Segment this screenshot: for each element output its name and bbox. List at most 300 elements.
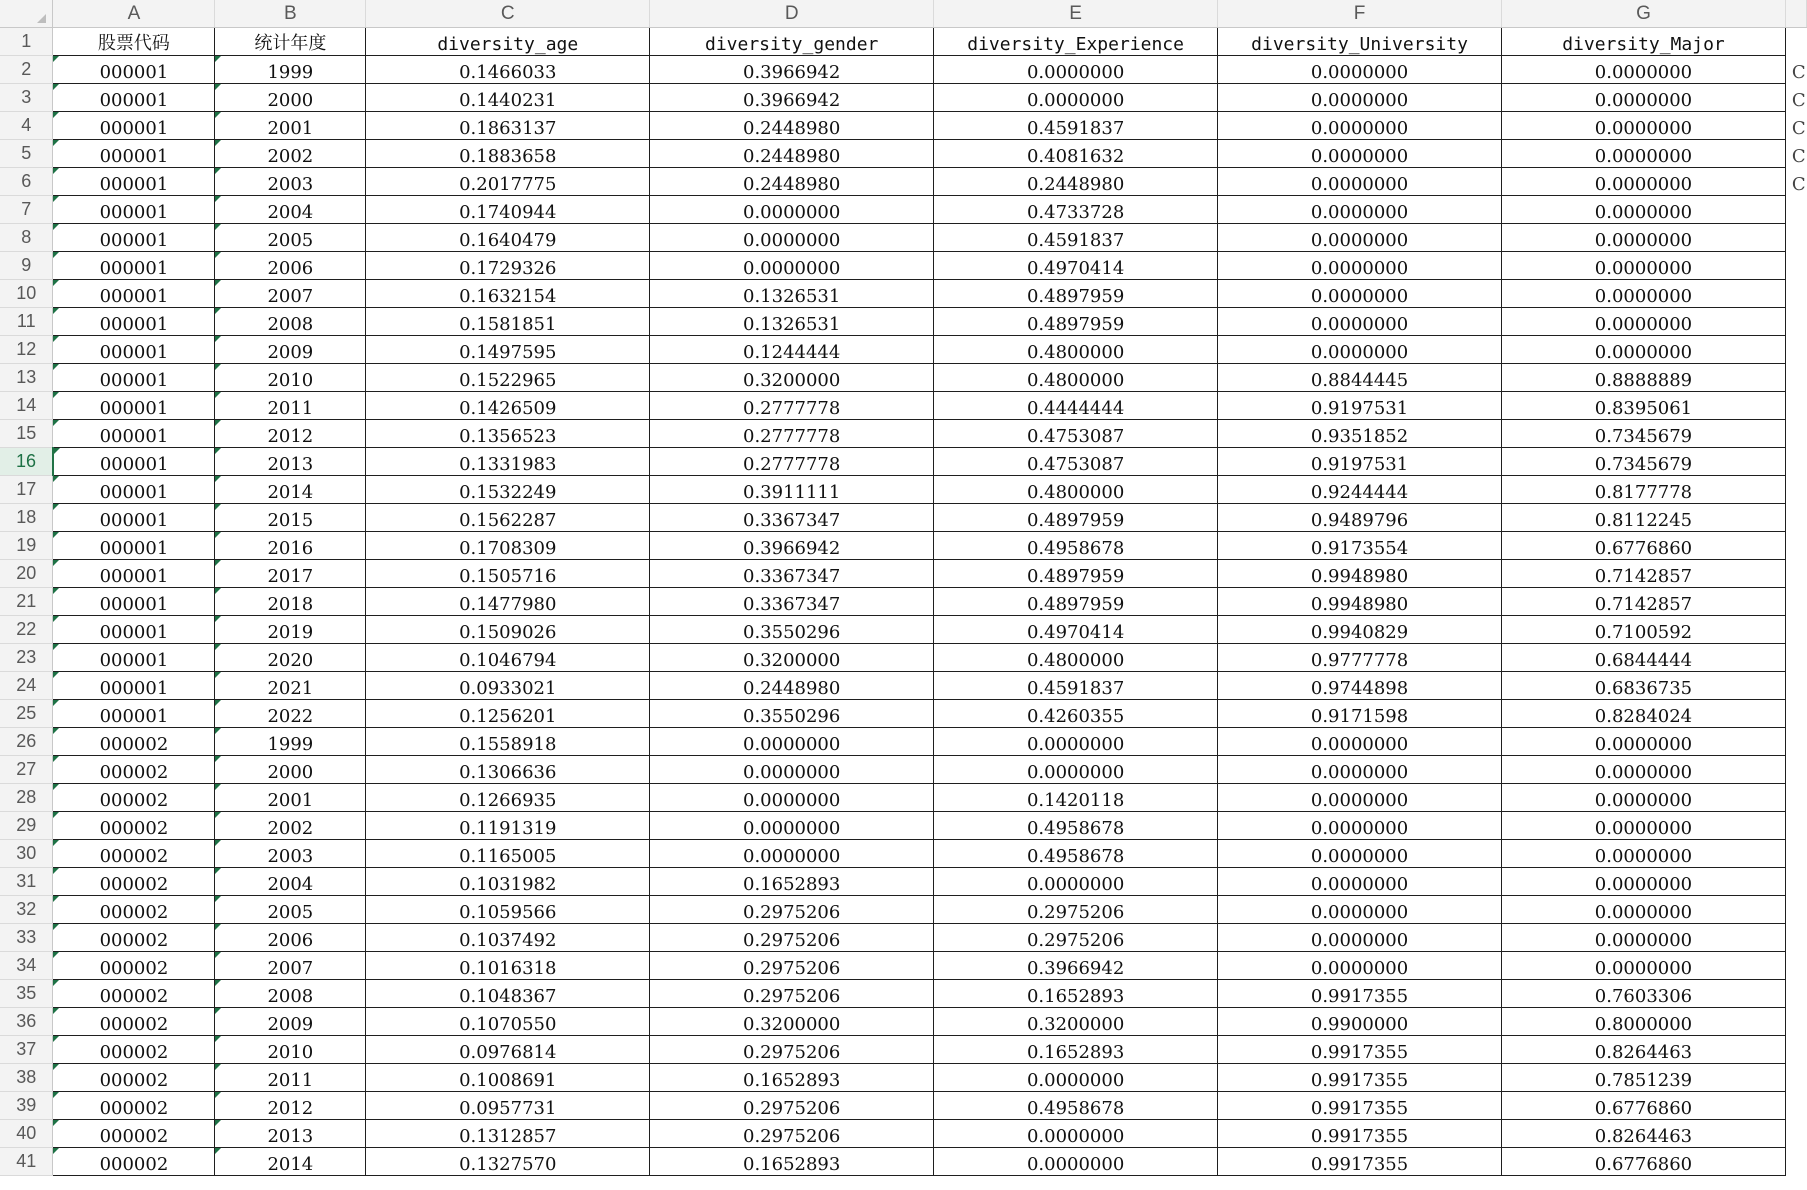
cell-year[interactable]: 2004 <box>215 196 366 224</box>
cell-stock-code[interactable]: 000001 <box>53 644 215 672</box>
cell-diversity-age[interactable]: 0.1708309 <box>366 532 650 560</box>
cell-diversity-gender[interactable]: 0.1652893 <box>650 1148 934 1176</box>
cell-diversity-gender[interactable]: 0.0000000 <box>650 224 934 252</box>
overflow-cell[interactable]: C <box>1785 168 1806 196</box>
cell-diversity-gender[interactable]: 0.3966942 <box>650 56 934 84</box>
cell-diversity-experience[interactable]: 0.4897959 <box>934 308 1218 336</box>
row-header[interactable]: 18 <box>0 504 53 532</box>
cell-diversity-major[interactable]: 0.0000000 <box>1502 840 1786 868</box>
overflow-cell[interactable] <box>1785 560 1806 588</box>
cell-stock-code[interactable]: 000001 <box>53 700 215 728</box>
cell-year[interactable]: 2006 <box>215 924 366 952</box>
cell-diversity-experience[interactable]: 0.4591837 <box>934 224 1218 252</box>
header-cell-diversity-major[interactable]: diversity_Major <box>1502 28 1786 56</box>
cell-diversity-university[interactable]: 0.0000000 <box>1218 84 1502 112</box>
overflow-cell[interactable] <box>1785 700 1806 728</box>
cell-diversity-experience[interactable]: 0.4897959 <box>934 280 1218 308</box>
cell-stock-code[interactable]: 000002 <box>53 756 215 784</box>
cell-diversity-university[interactable]: 0.0000000 <box>1218 784 1502 812</box>
cell-diversity-gender[interactable]: 0.3966942 <box>650 84 934 112</box>
cell-diversity-major[interactable]: 0.6776860 <box>1502 532 1786 560</box>
cell-diversity-age[interactable]: 0.0957731 <box>366 1092 650 1120</box>
cell-diversity-experience[interactable]: 0.0000000 <box>934 1064 1218 1092</box>
cell-stock-code[interactable]: 000002 <box>53 1064 215 1092</box>
cell-diversity-gender[interactable]: 0.0000000 <box>650 840 934 868</box>
cell-diversity-major[interactable]: 0.0000000 <box>1502 784 1786 812</box>
cell-stock-code[interactable]: 000001 <box>53 168 215 196</box>
row-header[interactable]: 14 <box>0 392 53 420</box>
row-header[interactable]: 13 <box>0 364 53 392</box>
cell-diversity-gender[interactable]: 0.2975206 <box>650 980 934 1008</box>
cell-diversity-university[interactable]: 0.9171598 <box>1218 700 1502 728</box>
cell-year[interactable]: 2020 <box>215 644 366 672</box>
overflow-cell[interactable] <box>1785 924 1806 952</box>
header-cell-year[interactable]: 统计年度 <box>215 28 366 56</box>
cell-diversity-age[interactable]: 0.1016318 <box>366 952 650 980</box>
cell-diversity-age[interactable]: 0.1008691 <box>366 1064 650 1092</box>
overflow-cell[interactable]: C <box>1785 140 1806 168</box>
cell-stock-code[interactable]: 000001 <box>53 532 215 560</box>
cell-diversity-university[interactable]: 0.9777778 <box>1218 644 1502 672</box>
cell-diversity-university[interactable]: 0.9917355 <box>1218 980 1502 1008</box>
header-cell-diversity-university[interactable]: diversity_University <box>1218 28 1502 56</box>
overflow-cell[interactable] <box>1785 784 1806 812</box>
cell-diversity-university[interactable]: 0.9948980 <box>1218 560 1502 588</box>
cell-year[interactable]: 2002 <box>215 140 366 168</box>
cell-diversity-experience[interactable]: 0.4958678 <box>934 812 1218 840</box>
cell-diversity-university[interactable]: 0.0000000 <box>1218 868 1502 896</box>
cell-diversity-university[interactable]: 0.9244444 <box>1218 476 1502 504</box>
cell-diversity-experience[interactable]: 0.4753087 <box>934 448 1218 476</box>
cell-stock-code[interactable]: 000002 <box>53 1008 215 1036</box>
cell-diversity-gender[interactable]: 0.1652893 <box>650 868 934 896</box>
row-header[interactable]: 37 <box>0 1036 53 1064</box>
row-header[interactable]: 36 <box>0 1008 53 1036</box>
cell-year[interactable]: 2009 <box>215 336 366 364</box>
cell-diversity-experience[interactable]: 0.4800000 <box>934 644 1218 672</box>
cell-diversity-university[interactable]: 0.9197531 <box>1218 392 1502 420</box>
cell-diversity-major[interactable]: 0.0000000 <box>1502 84 1786 112</box>
cell-diversity-university[interactable]: 0.0000000 <box>1218 952 1502 980</box>
row-header[interactable]: 31 <box>0 868 53 896</box>
cell-diversity-experience[interactable]: 0.4970414 <box>934 252 1218 280</box>
row-header[interactable]: 38 <box>0 1064 53 1092</box>
cell-year[interactable]: 1999 <box>215 728 366 756</box>
row-header[interactable]: 24 <box>0 672 53 700</box>
cell-diversity-age[interactable]: 0.1522965 <box>366 364 650 392</box>
overflow-cell[interactable] <box>1785 336 1806 364</box>
column-header-h-partial[interactable] <box>1785 0 1806 28</box>
overflow-cell[interactable] <box>1785 896 1806 924</box>
cell-diversity-major[interactable]: 0.8264463 <box>1502 1036 1786 1064</box>
cell-stock-code[interactable]: 000002 <box>53 952 215 980</box>
cell-diversity-university[interactable]: 0.9917355 <box>1218 1092 1502 1120</box>
cell-diversity-university[interactable]: 0.0000000 <box>1218 280 1502 308</box>
overflow-cell[interactable] <box>1785 952 1806 980</box>
cell-diversity-age[interactable]: 0.1477980 <box>366 588 650 616</box>
cell-diversity-university[interactable]: 0.0000000 <box>1218 112 1502 140</box>
cell-diversity-experience[interactable]: 0.3200000 <box>934 1008 1218 1036</box>
cell-stock-code[interactable]: 000002 <box>53 1092 215 1120</box>
cell-diversity-experience[interactable]: 0.0000000 <box>934 1120 1218 1148</box>
column-header-g[interactable]: G <box>1502 0 1786 28</box>
cell-diversity-university[interactable]: 0.9173554 <box>1218 532 1502 560</box>
overflow-cell[interactable] <box>1785 364 1806 392</box>
row-header[interactable]: 3 <box>0 84 53 112</box>
row-header[interactable]: 7 <box>0 196 53 224</box>
row-header[interactable]: 12 <box>0 336 53 364</box>
cell-diversity-major[interactable]: 0.6844444 <box>1502 644 1786 672</box>
cell-diversity-gender[interactable]: 0.3966942 <box>650 532 934 560</box>
cell-diversity-university[interactable]: 0.9917355 <box>1218 1036 1502 1064</box>
cell-diversity-university[interactable]: 0.0000000 <box>1218 252 1502 280</box>
cell-year[interactable]: 2002 <box>215 812 366 840</box>
cell-diversity-age[interactable]: 0.1558918 <box>366 728 650 756</box>
cell-stock-code[interactable]: 000002 <box>53 784 215 812</box>
cell-diversity-gender[interactable]: 0.2777778 <box>650 420 934 448</box>
cell-diversity-experience[interactable]: 0.4591837 <box>934 672 1218 700</box>
cell-diversity-age[interactable]: 0.1165005 <box>366 840 650 868</box>
row-header[interactable]: 10 <box>0 280 53 308</box>
cell-stock-code[interactable]: 000001 <box>53 56 215 84</box>
cell-diversity-major[interactable]: 0.6776860 <box>1502 1148 1786 1176</box>
cell-year[interactable]: 2019 <box>215 616 366 644</box>
cell-diversity-age[interactable]: 0.1070550 <box>366 1008 650 1036</box>
cell-diversity-age[interactable]: 0.1581851 <box>366 308 650 336</box>
cell-year[interactable]: 2011 <box>215 1064 366 1092</box>
overflow-cell[interactable] <box>1785 840 1806 868</box>
cell-year[interactable]: 2007 <box>215 952 366 980</box>
row-header[interactable]: 39 <box>0 1092 53 1120</box>
cell-diversity-gender[interactable]: 0.1244444 <box>650 336 934 364</box>
cell-year[interactable]: 2009 <box>215 1008 366 1036</box>
cell-diversity-experience[interactable]: 0.0000000 <box>934 728 1218 756</box>
cell-stock-code[interactable]: 000001 <box>53 336 215 364</box>
overflow-cell[interactable] <box>1785 392 1806 420</box>
cell-diversity-major[interactable]: 0.0000000 <box>1502 952 1786 980</box>
cell-diversity-age[interactable]: 0.0933021 <box>366 672 650 700</box>
cell-year[interactable]: 2012 <box>215 1092 366 1120</box>
cell-stock-code[interactable]: 000001 <box>53 672 215 700</box>
overflow-cell[interactable] <box>1785 476 1806 504</box>
row-header[interactable]: 40 <box>0 1120 53 1148</box>
row-header[interactable]: 29 <box>0 812 53 840</box>
cell-year[interactable]: 2001 <box>215 112 366 140</box>
cell-diversity-university[interactable]: 0.0000000 <box>1218 840 1502 868</box>
cell-year[interactable]: 2003 <box>215 840 366 868</box>
row-header[interactable]: 19 <box>0 532 53 560</box>
cell-diversity-experience[interactable]: 0.2975206 <box>934 924 1218 952</box>
cell-stock-code[interactable]: 000002 <box>53 1120 215 1148</box>
column-header-e[interactable]: E <box>934 0 1218 28</box>
cell-diversity-gender[interactable]: 0.0000000 <box>650 756 934 784</box>
cell-stock-code[interactable]: 000001 <box>53 504 215 532</box>
column-header-d[interactable]: D <box>650 0 934 28</box>
cell-diversity-major[interactable]: 0.8888889 <box>1502 364 1786 392</box>
cell-diversity-university[interactable]: 0.9917355 <box>1218 1148 1502 1176</box>
cell-diversity-age[interactable]: 0.1562287 <box>366 504 650 532</box>
cell-diversity-experience[interactable]: 0.0000000 <box>934 56 1218 84</box>
cell-diversity-experience[interactable]: 0.4800000 <box>934 476 1218 504</box>
cell-year[interactable]: 2008 <box>215 308 366 336</box>
cell-diversity-experience[interactable]: 0.4800000 <box>934 364 1218 392</box>
cell-diversity-gender[interactable]: 0.0000000 <box>650 784 934 812</box>
cell-stock-code[interactable]: 000001 <box>53 392 215 420</box>
cell-diversity-gender[interactable]: 0.2448980 <box>650 112 934 140</box>
column-header-a[interactable]: A <box>53 0 215 28</box>
row-header[interactable]: 11 <box>0 308 53 336</box>
cell-stock-code[interactable]: 000002 <box>53 896 215 924</box>
cell-diversity-major[interactable]: 0.0000000 <box>1502 56 1786 84</box>
cell-year[interactable]: 2014 <box>215 476 366 504</box>
cell-diversity-gender[interactable]: 0.2975206 <box>650 1036 934 1064</box>
cell-diversity-gender[interactable]: 0.2448980 <box>650 672 934 700</box>
cell-diversity-major[interactable]: 0.7142857 <box>1502 560 1786 588</box>
cell-diversity-age[interactable]: 0.1356523 <box>366 420 650 448</box>
cell-diversity-university[interactable]: 0.9948980 <box>1218 588 1502 616</box>
cell-diversity-age[interactable]: 0.2017775 <box>366 168 650 196</box>
cell-diversity-gender[interactable]: 0.2975206 <box>650 1120 934 1148</box>
cell-stock-code[interactable]: 000001 <box>53 560 215 588</box>
cell-diversity-experience[interactable]: 0.2448980 <box>934 168 1218 196</box>
overflow-cell[interactable] <box>1785 1008 1806 1036</box>
cell-diversity-university[interactable]: 0.0000000 <box>1218 168 1502 196</box>
cell-diversity-age[interactable]: 0.1327570 <box>366 1148 650 1176</box>
column-header-f[interactable]: F <box>1218 0 1502 28</box>
cell-diversity-major[interactable]: 0.0000000 <box>1502 140 1786 168</box>
cell-diversity-gender[interactable]: 0.3367347 <box>650 560 934 588</box>
cell-stock-code[interactable]: 000002 <box>53 1036 215 1064</box>
cell-diversity-major[interactable]: 0.8177778 <box>1502 476 1786 504</box>
cell-year[interactable]: 2012 <box>215 420 366 448</box>
cell-diversity-experience[interactable]: 0.1420118 <box>934 784 1218 812</box>
cell-diversity-gender[interactable]: 0.3911111 <box>650 476 934 504</box>
cell-diversity-major[interactable]: 0.7142857 <box>1502 588 1786 616</box>
cell-diversity-gender[interactable]: 0.3550296 <box>650 616 934 644</box>
cell-diversity-gender[interactable]: 0.2975206 <box>650 924 934 952</box>
cell-diversity-major[interactable]: 0.0000000 <box>1502 336 1786 364</box>
cell-year[interactable]: 2011 <box>215 392 366 420</box>
overflow-cell[interactable] <box>1785 756 1806 784</box>
cell-year[interactable]: 2007 <box>215 280 366 308</box>
cell-year[interactable]: 2022 <box>215 700 366 728</box>
overflow-cell[interactable] <box>1785 868 1806 896</box>
row-header[interactable]: 4 <box>0 112 53 140</box>
cell-stock-code[interactable]: 000002 <box>53 924 215 952</box>
cell-year[interactable]: 2000 <box>215 84 366 112</box>
column-header-c[interactable]: C <box>366 0 650 28</box>
overflow-cell[interactable] <box>1785 504 1806 532</box>
cell-diversity-age[interactable]: 0.1191319 <box>366 812 650 840</box>
cell-stock-code[interactable]: 000002 <box>53 812 215 840</box>
row-header[interactable]: 16 <box>0 448 53 476</box>
cell-diversity-age[interactable]: 0.1509026 <box>366 616 650 644</box>
cell-diversity-major[interactable]: 0.7345679 <box>1502 448 1786 476</box>
cell-year[interactable]: 2006 <box>215 252 366 280</box>
cell-year[interactable]: 2001 <box>215 784 366 812</box>
cell-stock-code[interactable]: 000002 <box>53 840 215 868</box>
row-header[interactable]: 33 <box>0 924 53 952</box>
overflow-cell[interactable] <box>1785 1064 1806 1092</box>
cell-stock-code[interactable]: 000001 <box>53 112 215 140</box>
overflow-cell[interactable]: C <box>1785 56 1806 84</box>
row-header[interactable]: 35 <box>0 980 53 1008</box>
cell-diversity-age[interactable]: 0.1883658 <box>366 140 650 168</box>
overflow-cell[interactable]: C <box>1785 84 1806 112</box>
cell-year[interactable]: 2005 <box>215 224 366 252</box>
cell-stock-code[interactable]: 000002 <box>53 728 215 756</box>
cell-stock-code[interactable]: 000001 <box>53 196 215 224</box>
cell-diversity-gender[interactable]: 0.3550296 <box>650 700 934 728</box>
header-cell-stock-code[interactable]: 股票代码 <box>53 28 215 56</box>
cell-year[interactable]: 2016 <box>215 532 366 560</box>
cell-stock-code[interactable]: 000001 <box>53 84 215 112</box>
cell-diversity-gender[interactable]: 0.2777778 <box>650 392 934 420</box>
overflow-cell[interactable] <box>1785 196 1806 224</box>
cell-diversity-gender[interactable]: 0.1326531 <box>650 308 934 336</box>
cell-diversity-age[interactable]: 0.1863137 <box>366 112 650 140</box>
row-header[interactable]: 26 <box>0 728 53 756</box>
cell-diversity-experience[interactable]: 0.4897959 <box>934 588 1218 616</box>
row-header[interactable]: 41 <box>0 1148 53 1176</box>
cell-diversity-university[interactable]: 0.0000000 <box>1218 224 1502 252</box>
overflow-cell[interactable] <box>1785 812 1806 840</box>
cell-diversity-experience[interactable]: 0.4081632 <box>934 140 1218 168</box>
cell-diversity-gender[interactable]: 0.2448980 <box>650 140 934 168</box>
cell-diversity-gender[interactable]: 0.0000000 <box>650 196 934 224</box>
cell-diversity-experience[interactable]: 0.4958678 <box>934 532 1218 560</box>
cell-diversity-major[interactable]: 0.0000000 <box>1502 812 1786 840</box>
header-cell-diversity-experience[interactable]: diversity_Experience <box>934 28 1218 56</box>
cell-diversity-experience[interactable]: 0.0000000 <box>934 1148 1218 1176</box>
overflow-cell[interactable] <box>1785 308 1806 336</box>
cell-diversity-gender[interactable]: 0.1326531 <box>650 280 934 308</box>
row-header[interactable]: 15 <box>0 420 53 448</box>
cell-diversity-university[interactable]: 0.9197531 <box>1218 448 1502 476</box>
cell-diversity-gender[interactable]: 0.2777778 <box>650 448 934 476</box>
cell-year[interactable]: 2003 <box>215 168 366 196</box>
cell-diversity-age[interactable]: 0.1048367 <box>366 980 650 1008</box>
cell-year[interactable]: 2013 <box>215 1120 366 1148</box>
cell-diversity-experience[interactable]: 0.4753087 <box>934 420 1218 448</box>
cell-diversity-major[interactable]: 0.0000000 <box>1502 196 1786 224</box>
row-header[interactable]: 34 <box>0 952 53 980</box>
cell-diversity-experience[interactable]: 0.4970414 <box>934 616 1218 644</box>
cell-diversity-major[interactable]: 0.8112245 <box>1502 504 1786 532</box>
cell-diversity-major[interactable]: 0.0000000 <box>1502 896 1786 924</box>
cell-year[interactable]: 2021 <box>215 672 366 700</box>
overflow-cell[interactable] <box>1785 728 1806 756</box>
cell-stock-code[interactable]: 000001 <box>53 616 215 644</box>
cell-diversity-major[interactable]: 0.7851239 <box>1502 1064 1786 1092</box>
cell-diversity-major[interactable]: 0.0000000 <box>1502 168 1786 196</box>
select-all-corner[interactable] <box>0 0 53 28</box>
cell-year[interactable]: 2013 <box>215 448 366 476</box>
cell-diversity-university[interactable]: 0.0000000 <box>1218 756 1502 784</box>
cell-diversity-experience[interactable]: 0.1652893 <box>934 980 1218 1008</box>
cell-stock-code[interactable]: 000001 <box>53 280 215 308</box>
cell-diversity-age[interactable]: 0.1256201 <box>366 700 650 728</box>
row-header[interactable]: 25 <box>0 700 53 728</box>
cell-diversity-university[interactable]: 0.0000000 <box>1218 56 1502 84</box>
cell-diversity-experience[interactable]: 0.1652893 <box>934 1036 1218 1064</box>
cell-diversity-major[interactable]: 0.0000000 <box>1502 280 1786 308</box>
cell-stock-code[interactable]: 000001 <box>53 588 215 616</box>
row-header[interactable]: 21 <box>0 588 53 616</box>
overflow-cell[interactable] <box>1785 1120 1806 1148</box>
cell-stock-code[interactable]: 000001 <box>53 140 215 168</box>
cell-diversity-age[interactable]: 0.1505716 <box>366 560 650 588</box>
cell-year[interactable]: 2017 <box>215 560 366 588</box>
cell-diversity-experience[interactable]: 0.4444444 <box>934 392 1218 420</box>
cell-diversity-experience[interactable]: 0.0000000 <box>934 756 1218 784</box>
cell-diversity-experience[interactable]: 0.3966942 <box>934 952 1218 980</box>
cell-diversity-gender[interactable]: 0.3200000 <box>650 364 934 392</box>
cell-diversity-university[interactable]: 0.9351852 <box>1218 420 1502 448</box>
cell-diversity-university[interactable]: 0.9917355 <box>1218 1064 1502 1092</box>
overflow-cell[interactable] <box>1785 672 1806 700</box>
overflow-cell[interactable] <box>1785 1036 1806 1064</box>
cell-diversity-university[interactable]: 0.0000000 <box>1218 812 1502 840</box>
cell-diversity-major[interactable]: 0.6836735 <box>1502 672 1786 700</box>
cell-diversity-university[interactable]: 0.0000000 <box>1218 896 1502 924</box>
cell-diversity-gender[interactable]: 0.0000000 <box>650 812 934 840</box>
cell-diversity-gender[interactable]: 0.1652893 <box>650 1064 934 1092</box>
cell-year[interactable]: 2008 <box>215 980 366 1008</box>
overflow-cell[interactable] <box>1785 644 1806 672</box>
cell-year[interactable]: 2018 <box>215 588 366 616</box>
cell-diversity-major[interactable]: 0.0000000 <box>1502 224 1786 252</box>
cell-stock-code[interactable]: 000001 <box>53 476 215 504</box>
cell-diversity-major[interactable]: 0.7100592 <box>1502 616 1786 644</box>
cell-diversity-age[interactable]: 0.1312857 <box>366 1120 650 1148</box>
cell-diversity-major[interactable]: 0.0000000 <box>1502 868 1786 896</box>
cell-diversity-major[interactable]: 0.0000000 <box>1502 112 1786 140</box>
cell-diversity-major[interactable]: 0.0000000 <box>1502 924 1786 952</box>
cell-stock-code[interactable]: 000002 <box>53 980 215 1008</box>
overflow-cell[interactable] <box>1785 448 1806 476</box>
overflow-cell[interactable]: C <box>1785 112 1806 140</box>
cell-year[interactable]: 2010 <box>215 1036 366 1064</box>
cell-diversity-university[interactable]: 0.9917355 <box>1218 1120 1502 1148</box>
cell-diversity-age[interactable]: 0.1331983 <box>366 448 650 476</box>
overflow-cell[interactable] <box>1785 532 1806 560</box>
overflow-cell[interactable] <box>1785 980 1806 1008</box>
overflow-cell[interactable] <box>1785 420 1806 448</box>
cell-diversity-university[interactable]: 0.9489796 <box>1218 504 1502 532</box>
overflow-cell[interactable] <box>1785 28 1806 56</box>
cell-diversity-university[interactable]: 0.0000000 <box>1218 196 1502 224</box>
row-header[interactable]: 22 <box>0 616 53 644</box>
cell-diversity-age[interactable]: 0.1532249 <box>366 476 650 504</box>
cell-stock-code[interactable]: 000002 <box>53 1148 215 1176</box>
cell-diversity-university[interactable]: 0.0000000 <box>1218 728 1502 756</box>
overflow-cell[interactable] <box>1785 252 1806 280</box>
row-header[interactable]: 8 <box>0 224 53 252</box>
cell-diversity-age[interactable]: 0.1031982 <box>366 868 650 896</box>
overflow-cell[interactable] <box>1785 1092 1806 1120</box>
cell-stock-code[interactable]: 000001 <box>53 224 215 252</box>
row-header[interactable]: 20 <box>0 560 53 588</box>
cell-diversity-age[interactable]: 0.1426509 <box>366 392 650 420</box>
cell-diversity-experience[interactable]: 0.4958678 <box>934 1092 1218 1120</box>
cell-year[interactable]: 2014 <box>215 1148 366 1176</box>
cell-diversity-gender[interactable]: 0.2448980 <box>650 168 934 196</box>
row-header[interactable]: 32 <box>0 896 53 924</box>
cell-diversity-experience[interactable]: 0.0000000 <box>934 868 1218 896</box>
cell-stock-code[interactable]: 000001 <box>53 448 215 476</box>
cell-diversity-university[interactable]: 0.0000000 <box>1218 336 1502 364</box>
